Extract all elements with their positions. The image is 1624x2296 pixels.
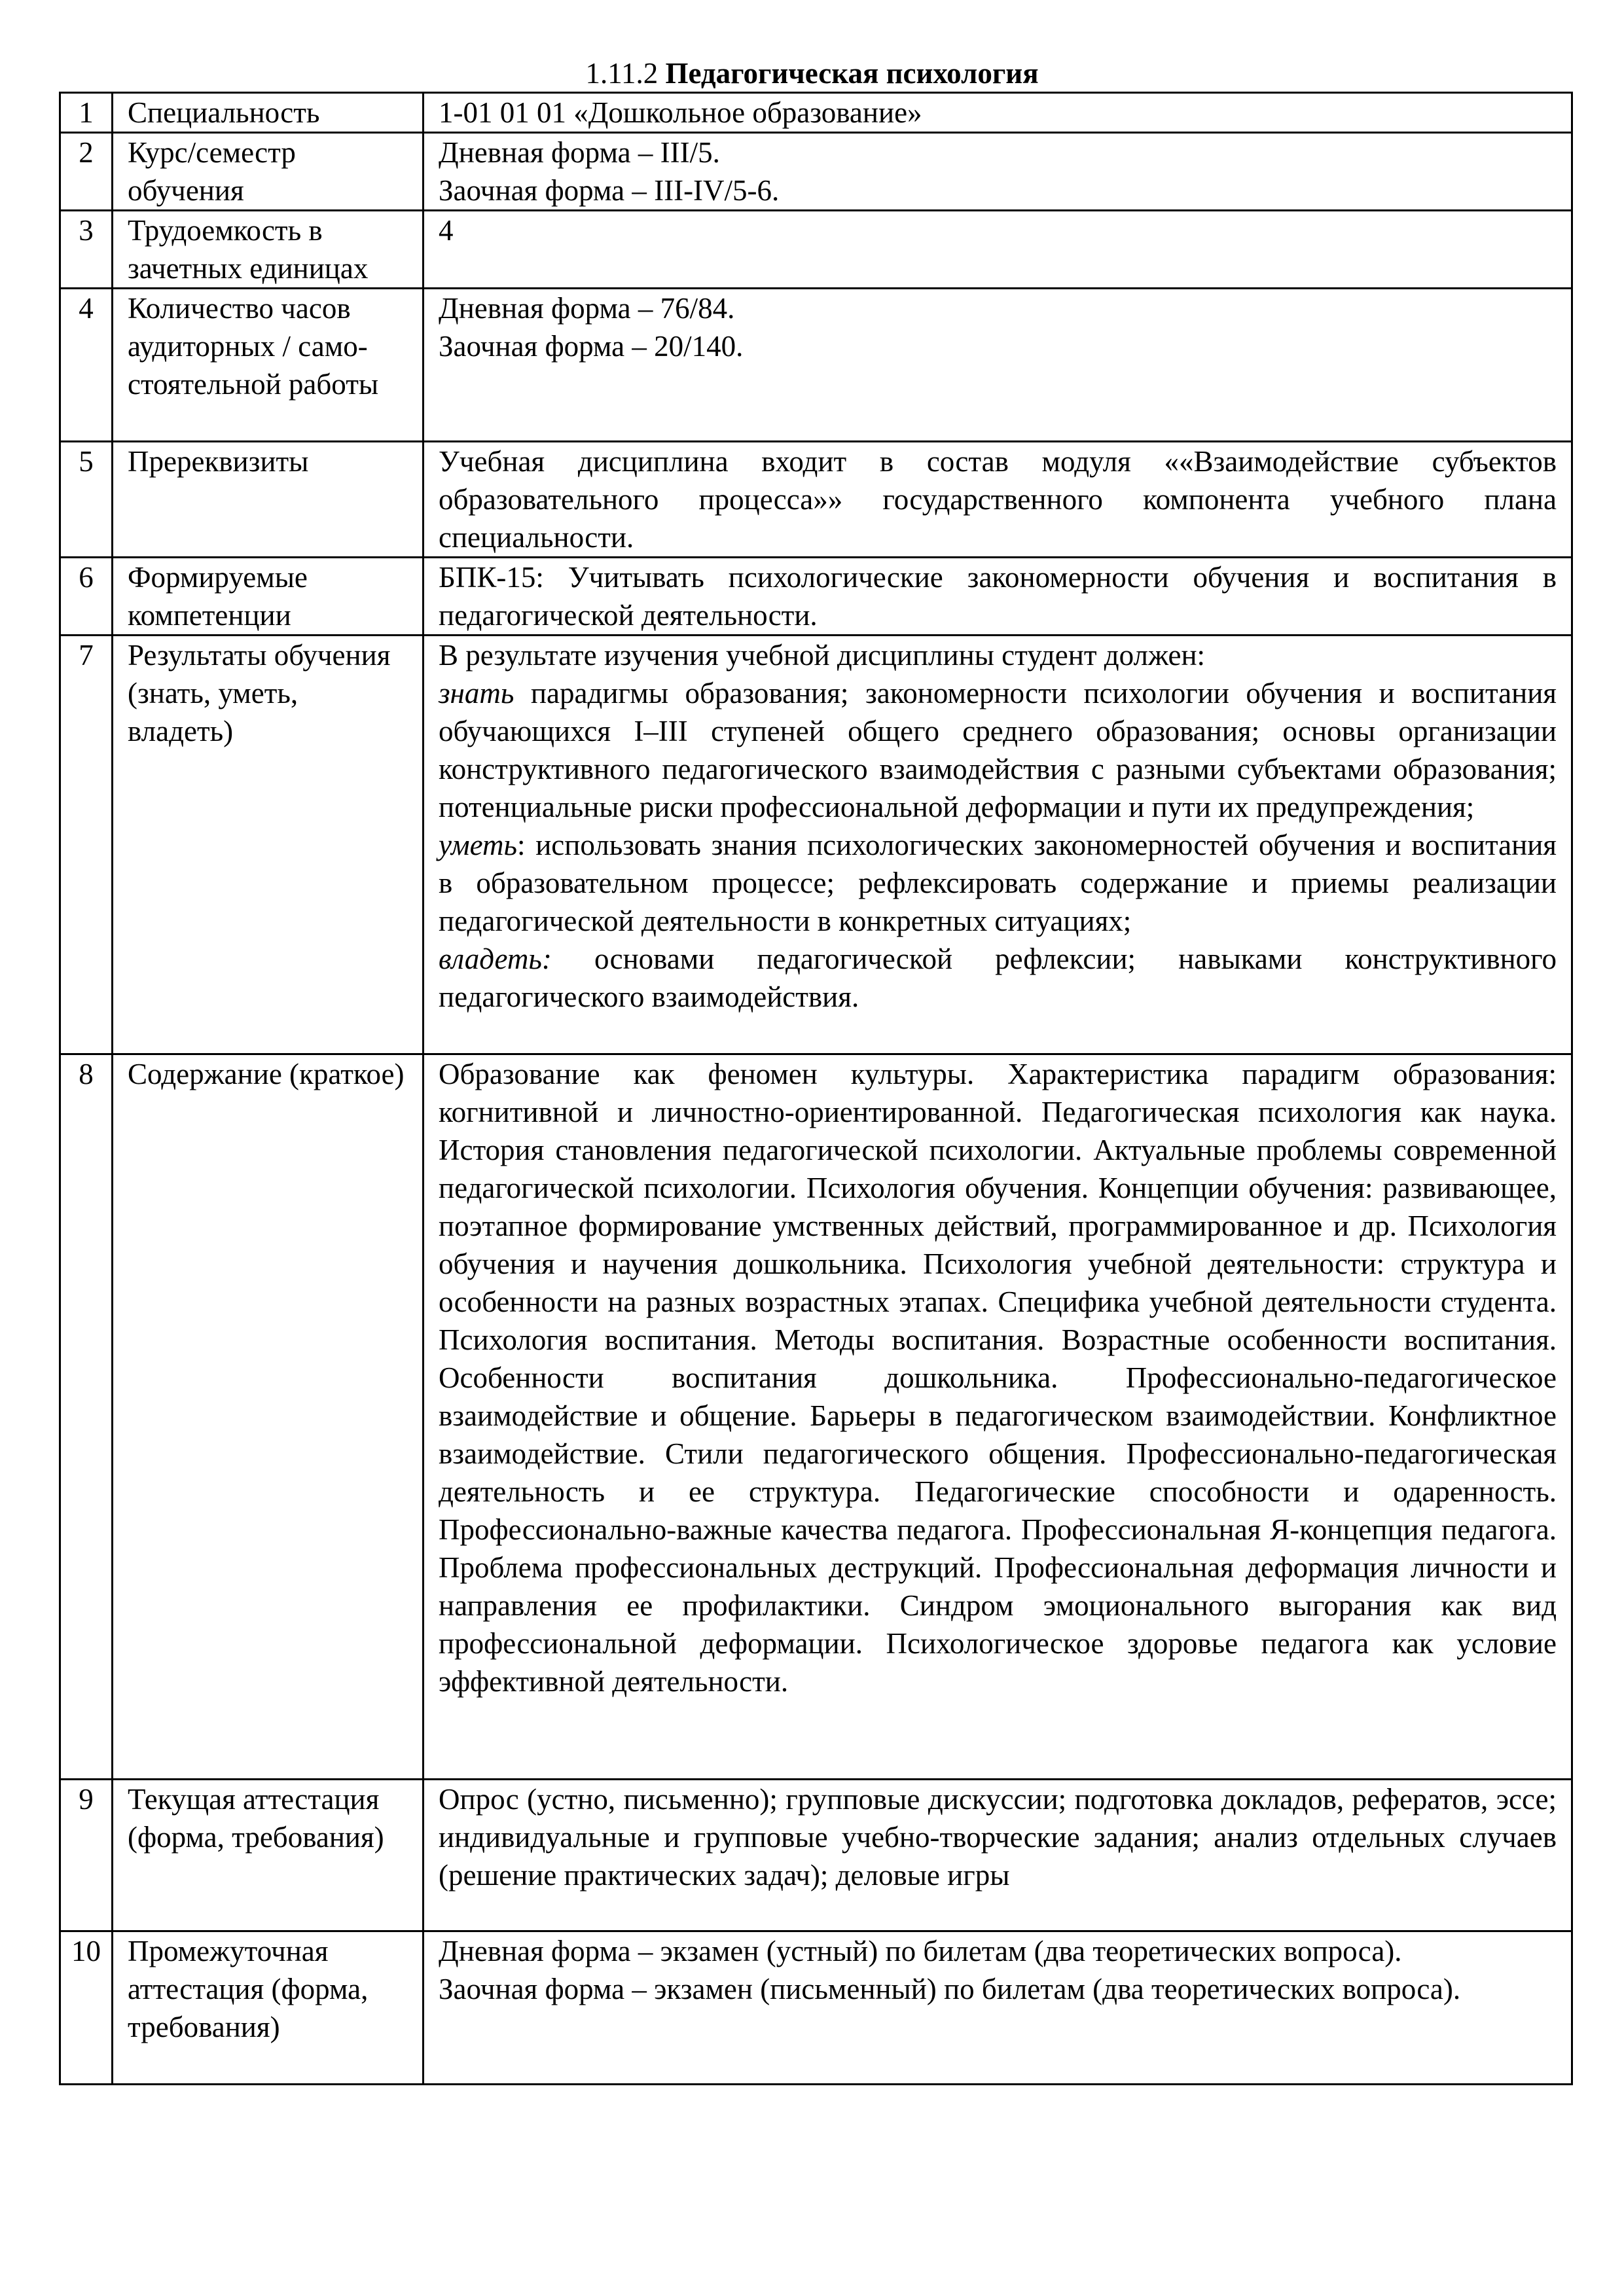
row-label: Формируемые компетенции (113, 558, 424, 636)
row-value (424, 636, 1572, 1054)
row-label: Содержание (краткое) (113, 1054, 424, 1780)
results-own (439, 940, 1557, 1016)
row-number: 4 (60, 289, 113, 442)
row-number: 3 (60, 211, 113, 289)
own-label: владеть: (439, 942, 552, 975)
row-number: 8 (60, 1054, 113, 1780)
row-label: Специальность (113, 93, 424, 133)
row-number: 2 (60, 133, 113, 211)
row-value: 1-01 01 01 «Дошкольное образование» (424, 93, 1572, 133)
row-label: Количество часов аудиторных / само-стоятельной работы (113, 289, 424, 442)
row-number: 6 (60, 558, 113, 636)
row-label: Результаты обучения (знать, уметь, владеть) (113, 636, 424, 1054)
know-text: парадигмы образования; закономерности психологии обучения и воспитания обучающихся I–III ступеней общего среднего образования; основы организации конструктивного педагогического взаимодействия с разными субъектами образования; потенциальные риски профессиональной деформации и пути их предупреждения; (439, 677, 1557, 823)
value-line: Дневная форма – III/5. (439, 136, 720, 169)
row-value (424, 289, 1572, 442)
value-line: Заочная форма – 20/140. (439, 330, 744, 363)
row-number: 10 (60, 1931, 113, 2085)
row-value: Учебная дисциплина входит в состав модуля ««Взаимодействие субъектов образовательного процесса»» государственного компонента учебного плана специальности. (424, 442, 1572, 558)
row-value (424, 133, 1572, 211)
row-number: 1 (60, 93, 113, 133)
can-text: : использовать знания психологических закономерностей обучения и воспитания в образовательном процессе; рефлексировать содержание и приемы реализации педагогической деятельности в конкретных ситуациях; (439, 829, 1557, 937)
table-row (60, 1780, 1572, 1931)
table-row (60, 133, 1572, 211)
row-label: Трудоемкость в зачетных единицах (113, 211, 424, 289)
row-number: 5 (60, 442, 113, 558)
row-label: Текущая аттестация (форма, требования) (113, 1780, 424, 1931)
row-value: БПК-15: Учитывать психологические закономерности обучения и воспитания в педагогической деятельности. (424, 558, 1572, 636)
row-label: Пререквизиты (113, 442, 424, 558)
row-value (424, 1931, 1572, 2085)
table-row (60, 1931, 1572, 2085)
know-label: знать (439, 677, 514, 709)
row-label: Курс/семестр обучения (113, 133, 424, 211)
table-row (60, 1054, 1572, 1780)
table-row (60, 211, 1572, 289)
page-title (0, 54, 1624, 93)
own-text: основами педагогической рефлексии; навыками конструктивного педагогического взаимодействия. (439, 942, 1557, 1013)
section-name: Педагогическая психология (665, 57, 1039, 90)
value-line: Заочная форма – III-IV/5-6. (439, 174, 780, 207)
value-line: Заочная форма – экзамен (письменный) по билетам (два теоретических вопроса). (439, 1973, 1461, 2005)
row-value: Образование как феномен культуры. Характеристика парадигм образования: когнитивной и личностно-ориентированной. Педагогическая психология как наука. История становления педагогической психологии. Актуальные проблемы современной педагогической психологии. Психология обучения. Концепции обучения: развивающее, поэтапное формирование умственных действий, программированное и др. Психология обучения и научения дошкольника. Психология учебной деятельности: структура и особенности на разных возрастных этапах. Специфика учебной деятельности студента. Психология воспитания. Методы воспитания. Возрастные особенности воспитания. Особенности воспитания дошкольника. Профессионально-педагогическое взаимодействие и общение. Барьеры в педагогическом взаимодействии. Конфликтное взаимодействие. Стили педагогического общения. Профессионально-педагогическая деятельность и ее структура. Педагогические способности и одаренность. Профессионально-важные качества педагога. Профессиональная Я-концепция педагога. Проблема профессиональных деструкций. Профессиональная деформация личности и направления ее профилактики. Синдром эмоционального выгорания как вид профессиональной деформации. Психологическое здоровье педагога как условие эффективной деятельности. (424, 1054, 1572, 1780)
row-value: 4 (424, 211, 1572, 289)
course-table (59, 92, 1573, 2085)
row-number: 9 (60, 1780, 113, 1931)
row-number: 7 (60, 636, 113, 1054)
can-label: уметь (439, 829, 517, 861)
table-row (60, 442, 1572, 558)
table-row (60, 558, 1572, 636)
value-line: Дневная форма – 76/84. (439, 292, 735, 325)
table-row (60, 636, 1572, 1054)
section-number: 1.11.2 (585, 57, 659, 90)
row-value: Опрос (устно, письменно); групповые дискуссии; подготовка докладов, рефератов, эссе; индивидуальные и групповые учебно-творческие задания; анализ отдельных случаев (решение практических задач); деловые игры (424, 1780, 1572, 1931)
results-intro: В результате изучения учебной дисциплины студент должен: (439, 639, 1206, 672)
table-row (60, 289, 1572, 442)
row-label: Промежуточная аттестация (форма, требования) (113, 1931, 424, 2085)
results-know (439, 674, 1557, 826)
results-can (439, 826, 1557, 940)
table-row (60, 93, 1572, 133)
value-line: Дневная форма – экзамен (устный) по билетам (два теоретических вопроса). (439, 1935, 1402, 1967)
